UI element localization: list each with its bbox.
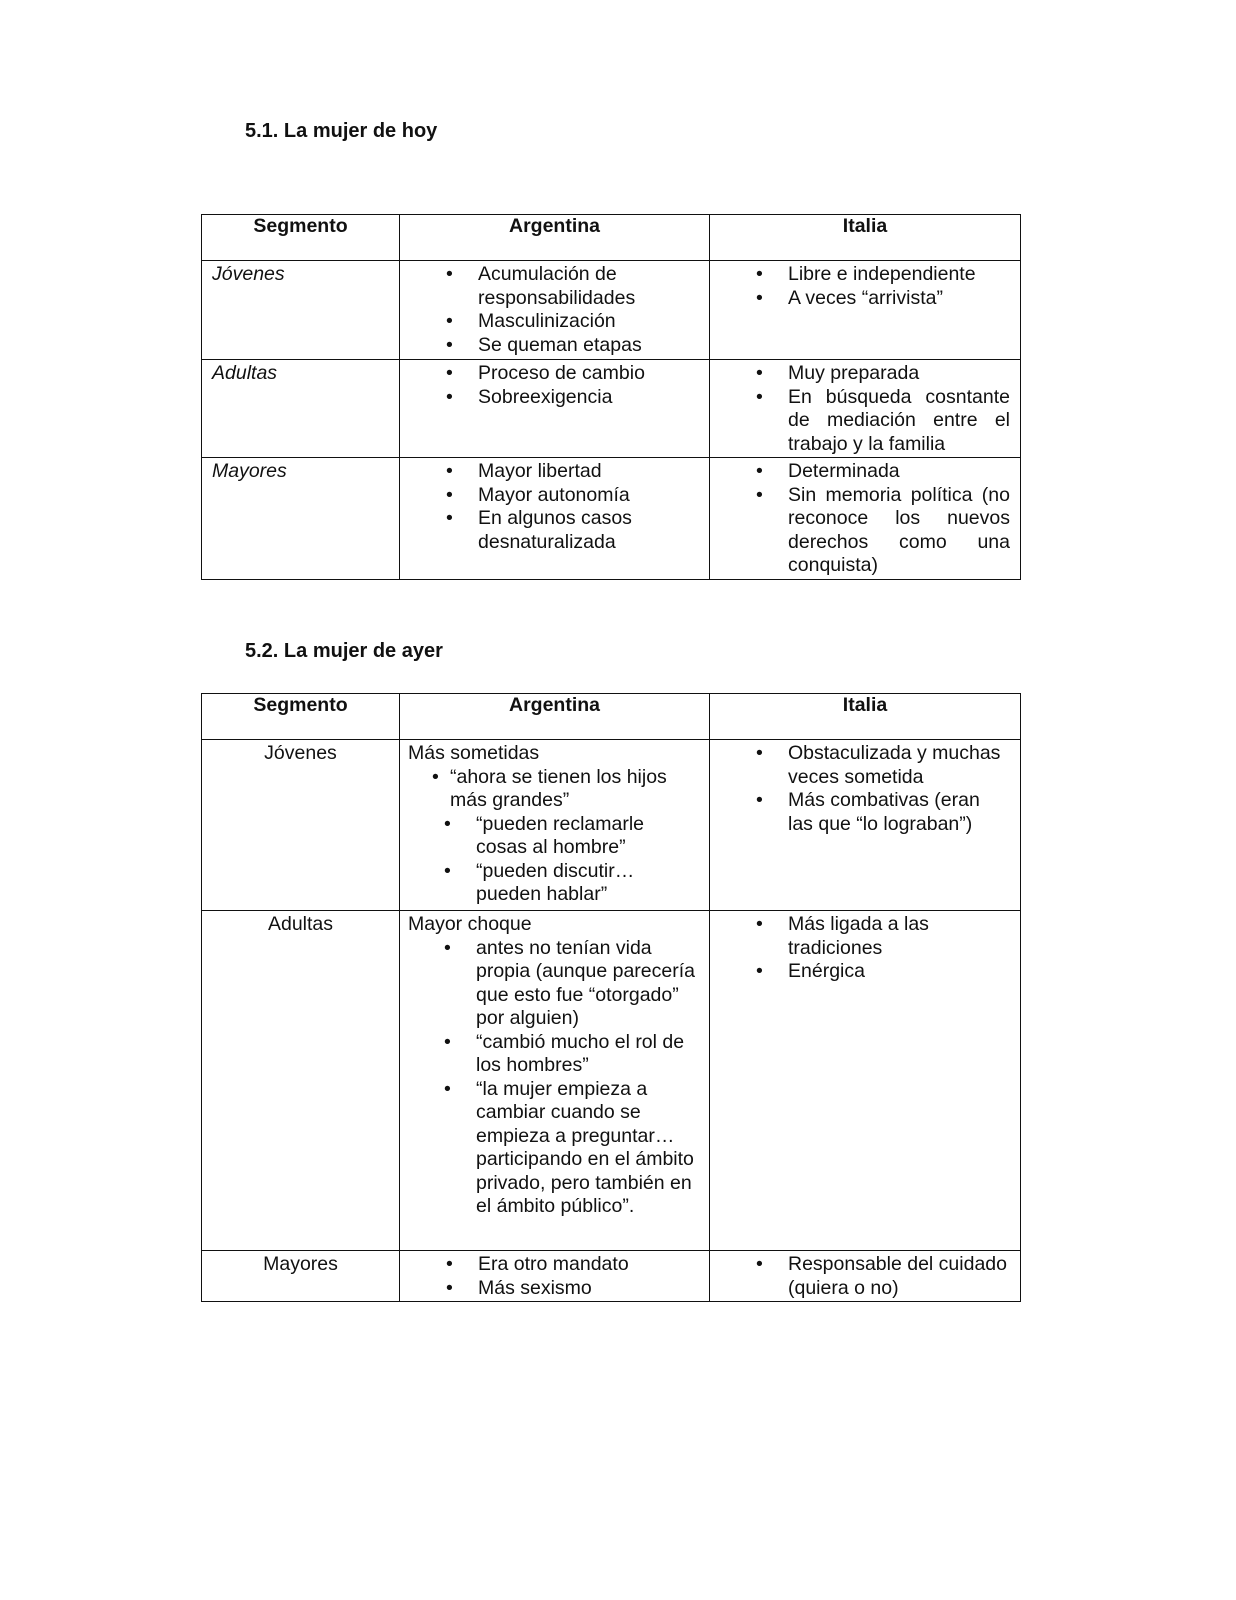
list-item: • Era otro mandato [410, 1253, 699, 1277]
section-title-hoy: 5.1. La mujer de hoy [245, 120, 438, 142]
table-row-adultas [202, 360, 1021, 458]
list-item: • Más ligada a las tradiciones [720, 913, 1010, 960]
list-item: • Muy preparada [720, 362, 1010, 386]
list-item: • Acumulación de responsabilidades [410, 263, 699, 310]
table-row-jovenes [202, 261, 1021, 360]
segment-cell: Adultas [202, 360, 400, 458]
list-item: • antes no tenían vida propia (aunque parecería que esto fue “otorgado” por alguien) [408, 937, 699, 1031]
header-italia: Italia [710, 694, 1021, 740]
argentina-cell [400, 1251, 710, 1302]
list-item: • En algunos casos desnaturalizada [410, 507, 699, 554]
table-row-adultas [202, 911, 1021, 1251]
table-row-jovenes [202, 740, 1021, 911]
list-item: • Se queman etapas [410, 334, 699, 358]
list-item: • “la mujer empieza a cambiar cuando se empieza a preguntar… participando en el ámbito privado, pero también en el ámbito público”. [408, 1078, 699, 1219]
table-mujer-de-ayer [201, 693, 1021, 1302]
list-item: • Responsable del cuidado (quiera o no) [720, 1253, 1010, 1300]
list-item: • Sobreexigencia [410, 386, 699, 410]
list-item: • Mayor autonomía [410, 484, 699, 508]
argentina-cell [400, 740, 710, 911]
list-item: • Proceso de cambio [410, 362, 699, 386]
table-row-mayores [202, 1251, 1021, 1302]
list-item: • Más combativas (eran las que “lo lograban”) [720, 789, 1010, 836]
segment-cell: Mayores [202, 458, 400, 580]
list-item: • A veces “arrivista” [720, 287, 1010, 311]
header-segmento: Segmento [202, 694, 400, 740]
argentina-cell [400, 911, 710, 1251]
header-argentina: Argentina [400, 694, 710, 740]
cell-lead-text: Más sometidas [408, 742, 540, 764]
list-item: • Mayor libertad [410, 460, 699, 484]
header-argentina: Argentina [400, 215, 710, 261]
table-header-row [202, 215, 1021, 261]
italia-cell [710, 458, 1021, 580]
list-item: • “ahora se tienen los hijos más grandes” [408, 766, 699, 813]
list-item: • Masculinización [410, 310, 699, 334]
table-row-mayores [202, 458, 1021, 580]
list-item: • “pueden discutir… pueden hablar” [408, 860, 699, 907]
list-item: • Más sexismo [410, 1277, 699, 1301]
list-item: • Enérgica [720, 960, 1010, 984]
italia-cell [710, 911, 1021, 1251]
list-item: • “pueden reclamarle cosas al hombre” [408, 813, 699, 860]
table-header-row [202, 694, 1021, 740]
list-item: • Determinada [720, 460, 1010, 484]
list-item: • Libre e independiente [720, 263, 1010, 287]
segment-cell: Mayores [202, 1251, 400, 1302]
list-item: • Obstaculizada y muchas veces sometida [720, 742, 1010, 789]
section-title-ayer: 5.2. La mujer de ayer [245, 640, 443, 662]
cell-lead-text: Mayor choque [408, 913, 532, 935]
italia-cell [710, 740, 1021, 911]
argentina-cell [400, 261, 710, 360]
argentina-cell [400, 360, 710, 458]
segment-cell: Jóvenes [202, 740, 400, 911]
segment-cell: Jóvenes [202, 261, 400, 360]
italia-cell [710, 1251, 1021, 1302]
header-segmento: Segmento [202, 215, 400, 261]
list-item: • Sin memoria política (no reconoce los nuevos derechos como una conquista) [720, 484, 1010, 578]
table-mujer-de-hoy [201, 214, 1021, 580]
header-italia: Italia [710, 215, 1021, 261]
argentina-cell [400, 458, 710, 580]
list-item: • “cambió mucho el rol de los hombres” [408, 1031, 699, 1078]
list-item: • En búsqueda cosntante de mediación entre el trabajo y la familia [720, 386, 1010, 457]
italia-cell [710, 261, 1021, 360]
italia-cell [710, 360, 1021, 458]
segment-cell: Adultas [202, 911, 400, 1251]
